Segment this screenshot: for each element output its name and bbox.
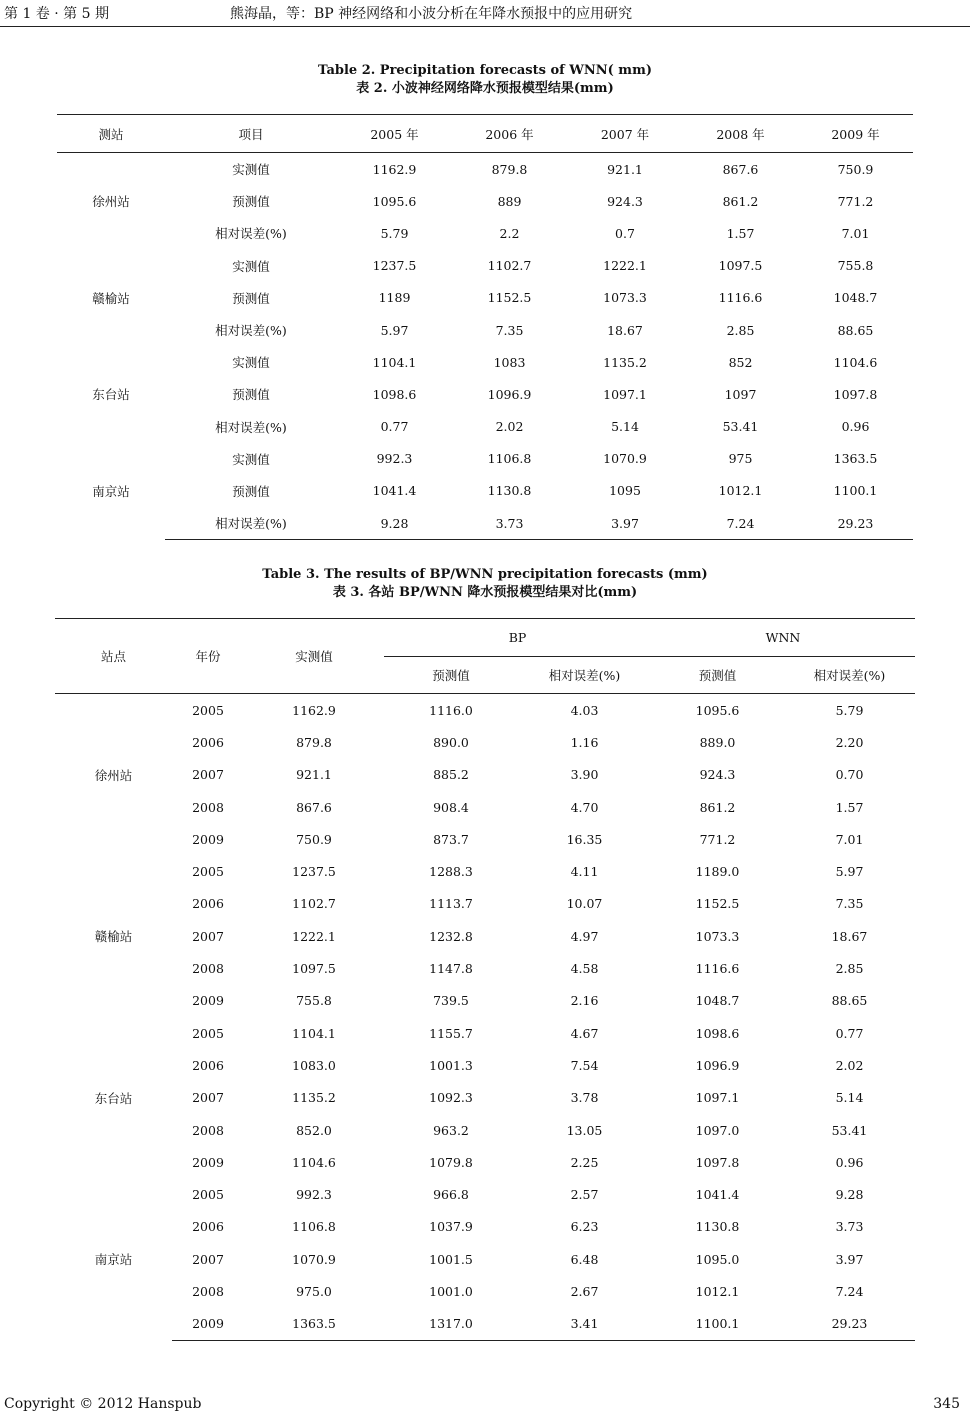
wnn-err-cell: 53.41 — [831, 1122, 868, 1138]
table3-caption-zh: 表 3. 各站 BP/WNN 降水预报模型结果对比(mm) — [332, 585, 638, 600]
value-cell: 1095 — [609, 483, 641, 499]
observed-cell: 1097.5 — [292, 961, 336, 977]
wnn-pred-cell: 1097.1 — [695, 1090, 740, 1106]
year-cell: 2006 — [192, 1057, 224, 1073]
table2 — [57, 114, 913, 540]
wnn-err-cell: 3.97 — [835, 1251, 864, 1267]
column-header-wnn-pred: 预测值 — [651, 657, 784, 694]
wnn-err-cell: 2.20 — [835, 734, 864, 750]
table-row — [57, 217, 913, 249]
wnn-pred-cell: 861.2 — [699, 799, 736, 815]
value-cell: 1070.9 — [603, 451, 647, 467]
bp-pred-cell: 1001.0 — [429, 1283, 473, 1299]
observed-cell: 852.0 — [296, 1122, 332, 1138]
table-row — [55, 1211, 915, 1243]
bp-err-cell: 4.97 — [570, 928, 599, 944]
year-cell: 2009 — [192, 993, 224, 1009]
bp-pred-cell: 1001.3 — [429, 1057, 473, 1073]
bp-pred-cell: 873.7 — [433, 831, 469, 847]
observed-cell: 867.6 — [296, 799, 332, 815]
value-cell: 1096.9 — [487, 386, 532, 402]
wnn-pred-cell: 771.2 — [699, 831, 736, 847]
running-title: 熊海晶，等：BP 神经网络和小波分析在年降水预报中的应用研究 — [230, 6, 633, 22]
item-label: 相对误差(%) — [215, 323, 287, 339]
table-row — [55, 1017, 915, 1049]
table3-caption-en: Table 3. The results of BP/WNN precipitation forecasts (mm) — [262, 567, 708, 582]
value-cell: 7.24 — [683, 507, 798, 540]
value-cell: 1135.2 — [603, 354, 647, 370]
year-cell: 2006 — [192, 1219, 224, 1235]
table-row — [57, 443, 913, 475]
column-header: 测站 — [57, 115, 165, 153]
value-cell: 1041.4 — [372, 483, 417, 499]
wnn-err-cell: 7.35 — [835, 896, 864, 912]
bp-err-cell: 4.11 — [570, 864, 599, 880]
value-cell: 852 — [728, 354, 753, 370]
wnn-pred-cell: 1189.0 — [695, 864, 740, 880]
table2-caption-en: Table 2. Precipitation forecasts of WNN( mm) — [318, 63, 652, 78]
value-cell: 1097.8 — [833, 386, 878, 402]
value-cell: 1189 — [378, 290, 411, 306]
item-label: 实测值 — [232, 162, 270, 178]
bp-pred-cell: 1001.5 — [429, 1251, 473, 1267]
value-cell: 1102.7 — [487, 258, 532, 274]
column-group-bp: BP — [384, 619, 651, 657]
observed-cell: 1102.7 — [292, 896, 336, 912]
column-header: 2005 年 — [337, 115, 452, 153]
value-cell: 921.1 — [607, 161, 643, 177]
bp-pred-cell: 1147.8 — [429, 961, 473, 977]
bp-pred-cell: 1232.8 — [429, 928, 473, 944]
station-name: 南京站 — [94, 1252, 133, 1268]
value-cell: 1100.1 — [833, 483, 878, 499]
bp-err-cell: 2.57 — [570, 1187, 599, 1203]
bp-err-cell: 6.48 — [570, 1251, 599, 1267]
column-header-bp-pred: 预测值 — [384, 657, 518, 694]
bp-pred-cell: 1092.3 — [429, 1090, 473, 1106]
wnn-pred-cell: 1041.4 — [695, 1187, 740, 1203]
value-cell: 879.8 — [491, 161, 528, 177]
table-row — [57, 378, 913, 410]
bp-pred-cell: 739.5 — [433, 993, 469, 1009]
table-row — [55, 726, 915, 758]
bp-err-cell: 4.70 — [570, 799, 599, 815]
wnn-err-cell: 0.96 — [835, 1154, 864, 1170]
bp-pred-cell: 1288.3 — [429, 864, 473, 880]
value-cell: 992.3 — [376, 451, 413, 467]
wnn-pred-cell: 889.0 — [699, 734, 736, 750]
value-cell: 750.9 — [837, 161, 874, 177]
observed-cell: 992.3 — [296, 1187, 332, 1203]
column-header-bp-err: 相对误差(%) — [518, 657, 651, 694]
year-cell: 2005 — [192, 1187, 224, 1203]
year-cell: 2007 — [192, 928, 224, 944]
table-row — [57, 346, 913, 378]
value-cell: 1162.9 — [372, 161, 417, 177]
wnn-err-cell: 88.65 — [831, 993, 868, 1009]
bp-err-cell: 4.03 — [570, 702, 599, 718]
wnn-err-cell: 5.14 — [835, 1090, 864, 1106]
value-cell: 1.57 — [726, 225, 755, 241]
table-row — [55, 1178, 915, 1210]
item-label: 相对误差(%) — [215, 419, 287, 435]
wnn-pred-cell: 1097.8 — [695, 1154, 740, 1170]
wnn-pred-cell: 1098.6 — [695, 1025, 740, 1041]
column-header-year: 年份 — [172, 619, 244, 694]
column-header-station: 站点 — [55, 619, 172, 694]
observed-cell: 1135.2 — [292, 1090, 336, 1106]
year-cell: 2008 — [192, 1283, 224, 1299]
table3-header-row — [55, 619, 915, 657]
wnn-pred-cell: 1048.7 — [695, 993, 740, 1009]
observed-cell: 1070.9 — [292, 1251, 336, 1267]
wnn-err-cell: 5.97 — [835, 864, 864, 880]
wnn-pred-cell: 1116.6 — [695, 961, 740, 977]
value-cell: 867.6 — [722, 161, 759, 177]
observed-cell: 755.8 — [296, 993, 332, 1009]
item-label: 实测值 — [232, 451, 270, 467]
wnn-pred-cell: 1100.1 — [651, 1308, 784, 1341]
year-cell: 2005 — [192, 864, 224, 880]
value-cell: 2.2 — [499, 225, 520, 241]
table-row — [55, 823, 915, 855]
table2-header-row — [57, 115, 913, 153]
table-row — [57, 185, 913, 217]
wnn-err-cell: 5.79 — [835, 702, 864, 718]
wnn-err-cell: 0.70 — [835, 767, 864, 783]
value-cell: 889 — [497, 193, 522, 209]
bp-err-cell: 13.05 — [566, 1122, 603, 1138]
value-cell: 1097.1 — [603, 386, 647, 402]
wnn-pred-cell: 1130.8 — [695, 1219, 740, 1235]
table-row — [55, 1275, 915, 1307]
table-row — [55, 759, 915, 791]
bp-err-cell: 16.35 — [566, 831, 603, 847]
wnn-pred-cell: 1012.1 — [695, 1283, 740, 1299]
value-cell: 1048.7 — [833, 290, 878, 306]
table-row — [57, 314, 913, 346]
table-row — [55, 855, 915, 887]
bp-pred-cell: 908.4 — [433, 799, 469, 815]
table-row — [55, 791, 915, 823]
journal-issue: 第 1 卷 · 第 5 期 — [4, 6, 109, 22]
bp-err-cell: 4.67 — [570, 1025, 599, 1041]
value-cell: 1095.6 — [372, 193, 417, 209]
value-cell: 53.41 — [722, 419, 759, 435]
year-cell: 2006 — [192, 734, 224, 750]
page-number: 345 — [933, 1396, 960, 1412]
column-header: 2007 年 — [567, 115, 683, 153]
bp-pred-cell: 885.2 — [433, 767, 469, 783]
table-row — [57, 475, 913, 507]
value-cell: 771.2 — [837, 193, 874, 209]
year-cell: 2009 — [192, 831, 224, 847]
item-label: 相对误差(%) — [165, 507, 337, 540]
table-row — [57, 507, 913, 540]
station-name: 赣榆站 — [94, 929, 133, 945]
year-cell: 2007 — [192, 1251, 224, 1267]
value-cell: 924.3 — [607, 193, 643, 209]
year-cell: 2005 — [192, 702, 224, 718]
column-header: 2009 年 — [798, 115, 913, 153]
wnn-err-cell: 2.85 — [835, 961, 864, 977]
year-cell: 2007 — [192, 767, 224, 783]
year-cell: 2006 — [192, 896, 224, 912]
column-header: 2006 年 — [452, 115, 567, 153]
bp-err-cell: 2.67 — [570, 1283, 599, 1299]
value-cell: 2.02 — [495, 419, 524, 435]
bp-err-cell: 6.23 — [570, 1219, 599, 1235]
wnn-pred-cell: 924.3 — [699, 767, 736, 783]
item-label: 相对误差(%) — [215, 226, 287, 242]
column-header-wnn-err: 相对误差(%) — [784, 657, 915, 694]
item-label: 预测值 — [232, 290, 270, 306]
station-name: 赣榆站 — [92, 290, 130, 306]
table3 — [55, 618, 915, 1341]
value-cell: 1116.6 — [718, 290, 763, 306]
wnn-pred-cell: 1095.0 — [695, 1251, 740, 1267]
column-header: 项目 — [165, 115, 337, 153]
value-cell: 3.73 — [452, 507, 567, 540]
observed-cell: 1104.6 — [292, 1154, 336, 1170]
table2-caption-zh: 表 2. 小波神经网络降水预报模型结果(mm) — [356, 81, 614, 96]
bp-pred-cell: 1113.7 — [429, 896, 473, 912]
value-cell: 1083 — [493, 354, 526, 370]
observed-cell: 1106.8 — [292, 1219, 336, 1235]
wnn-err-cell: 7.01 — [835, 831, 864, 847]
bp-pred-cell: 1317.0 — [384, 1308, 518, 1341]
station-name: 东台站 — [92, 387, 130, 403]
station-name: 徐州站 — [94, 767, 133, 783]
wnn-err-cell: 0.77 — [835, 1025, 864, 1041]
value-cell: 0.96 — [841, 419, 870, 435]
wnn-err-cell: 3.73 — [835, 1219, 864, 1235]
item-label: 预测值 — [232, 387, 270, 403]
wnn-pred-cell: 1096.9 — [695, 1057, 740, 1073]
column-header: 2008 年 — [683, 115, 798, 153]
value-cell: 1097 — [724, 386, 757, 402]
value-cell: 7.35 — [495, 322, 524, 338]
value-cell: 5.14 — [611, 419, 639, 435]
column-group-wnn: WNN — [651, 619, 915, 657]
item-label: 实测值 — [232, 258, 270, 274]
observed-cell: 1083.0 — [292, 1057, 336, 1073]
observed-cell: 975.0 — [296, 1283, 332, 1299]
table-row — [55, 1082, 915, 1114]
running-header — [0, 0, 970, 27]
column-header-observed: 实测值 — [244, 619, 384, 694]
year-cell: 2008 — [192, 799, 224, 815]
value-cell: 755.8 — [837, 258, 874, 274]
bp-err-cell: 7.54 — [570, 1057, 599, 1073]
bp-pred-cell: 966.8 — [433, 1187, 469, 1203]
wnn-err-cell: 1.57 — [835, 799, 864, 815]
value-cell: 861.2 — [722, 193, 759, 209]
table-row — [55, 694, 915, 727]
value-cell: 1130.8 — [487, 483, 532, 499]
year-cell: 2008 — [192, 961, 224, 977]
station-name: 东台站 — [94, 1090, 133, 1106]
observed-cell: 921.1 — [296, 767, 332, 783]
value-cell: 1363.5 — [833, 451, 878, 467]
wnn-pred-cell: 1095.6 — [695, 702, 740, 718]
bp-err-cell: 2.25 — [570, 1154, 599, 1170]
table-row — [55, 1114, 915, 1146]
value-cell: 5.79 — [380, 225, 409, 241]
wnn-err-cell: 9.28 — [835, 1187, 864, 1203]
wnn-err-cell: 2.02 — [835, 1057, 864, 1073]
copyright-notice: Copyright © 2012 Hanspub — [4, 1396, 202, 1412]
bp-err-cell: 1.16 — [570, 734, 599, 750]
bp-pred-cell: 890.0 — [433, 734, 469, 750]
wnn-pred-cell: 1152.5 — [695, 896, 740, 912]
item-label: 预测值 — [232, 194, 270, 210]
wnn-pred-cell: 1073.3 — [695, 928, 740, 944]
value-cell: 1012.1 — [718, 483, 763, 499]
wnn-err-cell: 29.23 — [784, 1308, 915, 1341]
wnn-err-cell: 7.24 — [835, 1283, 864, 1299]
observed-cell: 750.9 — [296, 831, 332, 847]
observed-cell: 1363.5 — [244, 1308, 384, 1341]
bp-pred-cell: 1079.8 — [429, 1154, 473, 1170]
table-row — [55, 888, 915, 920]
value-cell: 1106.8 — [487, 451, 532, 467]
value-cell: 1237.5 — [372, 258, 417, 274]
value-cell: 1104.1 — [372, 354, 417, 370]
table-row — [57, 153, 913, 186]
station-name: 南京站 — [92, 484, 130, 500]
bp-pred-cell: 1155.7 — [429, 1025, 473, 1041]
year-cell: 2009 — [172, 1308, 244, 1341]
value-cell: 0.77 — [380, 419, 409, 435]
year-cell: 2005 — [192, 1025, 224, 1041]
table-row — [57, 250, 913, 282]
observed-cell: 879.8 — [296, 734, 332, 750]
bp-err-cell: 3.90 — [570, 767, 599, 783]
table-row — [55, 1146, 915, 1178]
station-name: 徐州站 — [92, 194, 130, 210]
bp-err-cell: 4.58 — [570, 961, 599, 977]
item-label: 预测值 — [232, 483, 270, 499]
wnn-err-cell: 18.67 — [831, 928, 868, 944]
value-cell: 1073.3 — [603, 290, 647, 306]
year-cell: 2007 — [192, 1090, 224, 1106]
bp-err-cell: 3.78 — [570, 1090, 599, 1106]
bp-err-cell: 3.41 — [518, 1308, 651, 1341]
year-cell: 2008 — [192, 1122, 224, 1138]
value-cell: 975 — [728, 451, 753, 467]
table-row — [57, 282, 913, 314]
table-row — [55, 952, 915, 984]
bp-pred-cell: 1116.0 — [429, 702, 473, 718]
value-cell: 29.23 — [798, 507, 913, 540]
value-cell: 3.97 — [567, 507, 683, 540]
item-label: 实测值 — [232, 355, 270, 371]
value-cell: 1152.5 — [487, 290, 532, 306]
value-cell: 9.28 — [337, 507, 452, 540]
table-row — [55, 1243, 915, 1275]
table-row — [55, 920, 915, 952]
value-cell: 2.85 — [726, 322, 755, 338]
table-row — [57, 411, 913, 443]
observed-cell: 1104.1 — [292, 1025, 336, 1041]
table-row — [55, 985, 915, 1017]
value-cell: 1097.5 — [718, 258, 763, 274]
value-cell: 18.67 — [607, 322, 643, 338]
bp-err-cell: 10.07 — [566, 896, 603, 912]
wnn-pred-cell: 1097.0 — [695, 1122, 740, 1138]
year-cell: 2009 — [192, 1154, 224, 1170]
bp-pred-cell: 1037.9 — [429, 1219, 473, 1235]
observed-cell: 1162.9 — [292, 702, 336, 718]
value-cell: 1222.1 — [603, 258, 647, 274]
value-cell: 1104.6 — [833, 354, 878, 370]
observed-cell: 1222.1 — [292, 928, 336, 944]
value-cell: 1098.6 — [372, 386, 417, 402]
value-cell: 5.97 — [380, 322, 409, 338]
bp-pred-cell: 963.2 — [433, 1122, 469, 1138]
value-cell: 7.01 — [841, 225, 870, 241]
value-cell: 0.7 — [615, 225, 635, 241]
bp-err-cell: 2.16 — [570, 993, 599, 1009]
table-row — [55, 1308, 915, 1341]
value-cell: 88.65 — [837, 322, 874, 338]
observed-cell: 1237.5 — [292, 864, 336, 880]
table-row — [55, 1049, 915, 1081]
